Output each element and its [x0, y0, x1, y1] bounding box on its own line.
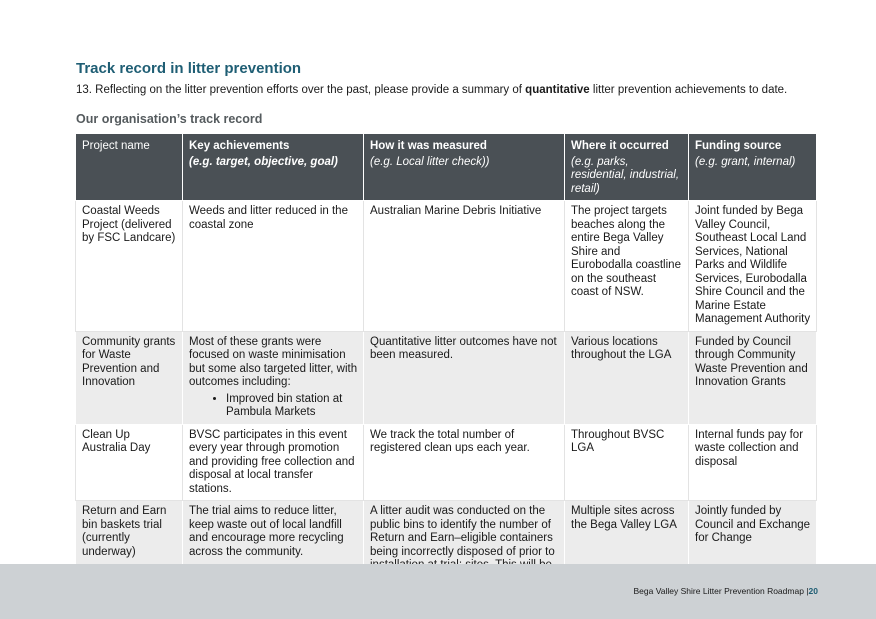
header-how-measured — [364, 134, 565, 201]
cell-where: Throughout BVSC LGA — [565, 424, 689, 501]
header-where-occurred — [565, 134, 689, 201]
cell-where: Multiple sites across the Bega Valley LGA — [565, 501, 689, 591]
cell-achievements: BVSC participates in this event every year through promotion and providing free collection and disposal at local transfer stations. — [183, 424, 364, 501]
header-sub: (e.g. parks, residential, industrial, retail) — [571, 155, 680, 195]
header-funding-source — [689, 134, 817, 201]
table-row — [76, 331, 817, 424]
cell-where: The project targets beaches along the entire Bega Valley Shire and Eurobodalla coastline on the southeast coast of NSW. — [565, 201, 689, 332]
cell-where: Various locations throughout the LGA — [565, 331, 689, 424]
page-heading: Track record in litter prevention — [76, 60, 302, 77]
header-main: Funding source — [695, 140, 782, 152]
header-main: Where it occurred — [571, 140, 669, 152]
cell-project: Return and Earn bin baskets trial (currently underway) — [76, 501, 183, 591]
header-key-achievements — [183, 134, 364, 201]
header-main: How it was measured — [370, 140, 487, 152]
header-main: Key achievements — [189, 140, 290, 152]
page-number: 20 — [808, 586, 818, 596]
cell-project: Coastal Weeds Project (delivered by FSC Landcare) — [76, 201, 183, 332]
cell-measured: Australian Marine Debris Initiative — [364, 201, 565, 332]
cell-funding: Joint funded by Bega Valley Council, Southeast Local Land Services, National Parks and Wildlife Services, Eurobodalla Shire Council and the Marine Estate Management Authority — [689, 201, 817, 332]
cell-achievements — [183, 331, 364, 424]
header-sub: (e.g. grant, internal) — [695, 155, 796, 168]
cell-achievements: The trial aims to reduce litter, keep waste out of local landfill and encourage more recycling across the community. — [183, 501, 364, 591]
header-sub: (e.g. Local litter check)) — [370, 155, 490, 168]
header-project-name — [76, 134, 183, 201]
cell-funding: Internal funds pay for waste collection and disposal — [689, 424, 817, 501]
question-suffix: litter prevention achievements to date. — [589, 84, 788, 96]
footer-separator: | — [806, 586, 809, 596]
cell-measured: A litter audit was conducted on the public bins to identify the number of Return and Earn–eligible containers being incorrectly disposed of prior to — [364, 501, 565, 591]
table-subheading: Our organisation’s track record — [76, 112, 263, 126]
footer-text — [634, 586, 818, 596]
footer-title: Bega Valley Shire Litter Prevention Roadmap — [633, 586, 804, 596]
table-row — [76, 424, 817, 501]
question-prefix: 13. Reflecting on the litter prevention efforts over the past, please provide a summary of — [76, 84, 526, 96]
achievements-list — [189, 393, 358, 420]
header-main: Project name — [82, 140, 150, 152]
cell-funding: Jointly funded by Council and Exchange for Change — [689, 501, 817, 591]
cell-measured: We track the total number of registered clean ups each year. — [364, 424, 565, 501]
question-emphasis: quantitative — [525, 84, 590, 96]
cell-measured: Quantitative litter outcomes have not been measured. — [364, 331, 565, 424]
cell-achievements: Weeds and litter reduced in the coastal zone — [183, 201, 364, 332]
list-item: • Improved bin station at Pambula Markets — [226, 393, 358, 420]
table-header-row — [76, 134, 817, 201]
header-sub: (e.g. target, objective, goal) — [189, 155, 338, 168]
table-row — [76, 201, 817, 332]
track-record-table — [75, 133, 817, 591]
cell-project: Community grants for Waste Prevention and Innovation — [76, 331, 183, 424]
cell-funding: Funded by Council through Community Waste Prevention and Innovation Grants — [689, 331, 817, 424]
question-text — [76, 84, 787, 96]
cell-project: Clean Up Australia Day — [76, 424, 183, 501]
achievements-text: Most of these grants were focused on waste minimisation but some also targeted litter, with outcomes including: — [189, 335, 358, 388]
